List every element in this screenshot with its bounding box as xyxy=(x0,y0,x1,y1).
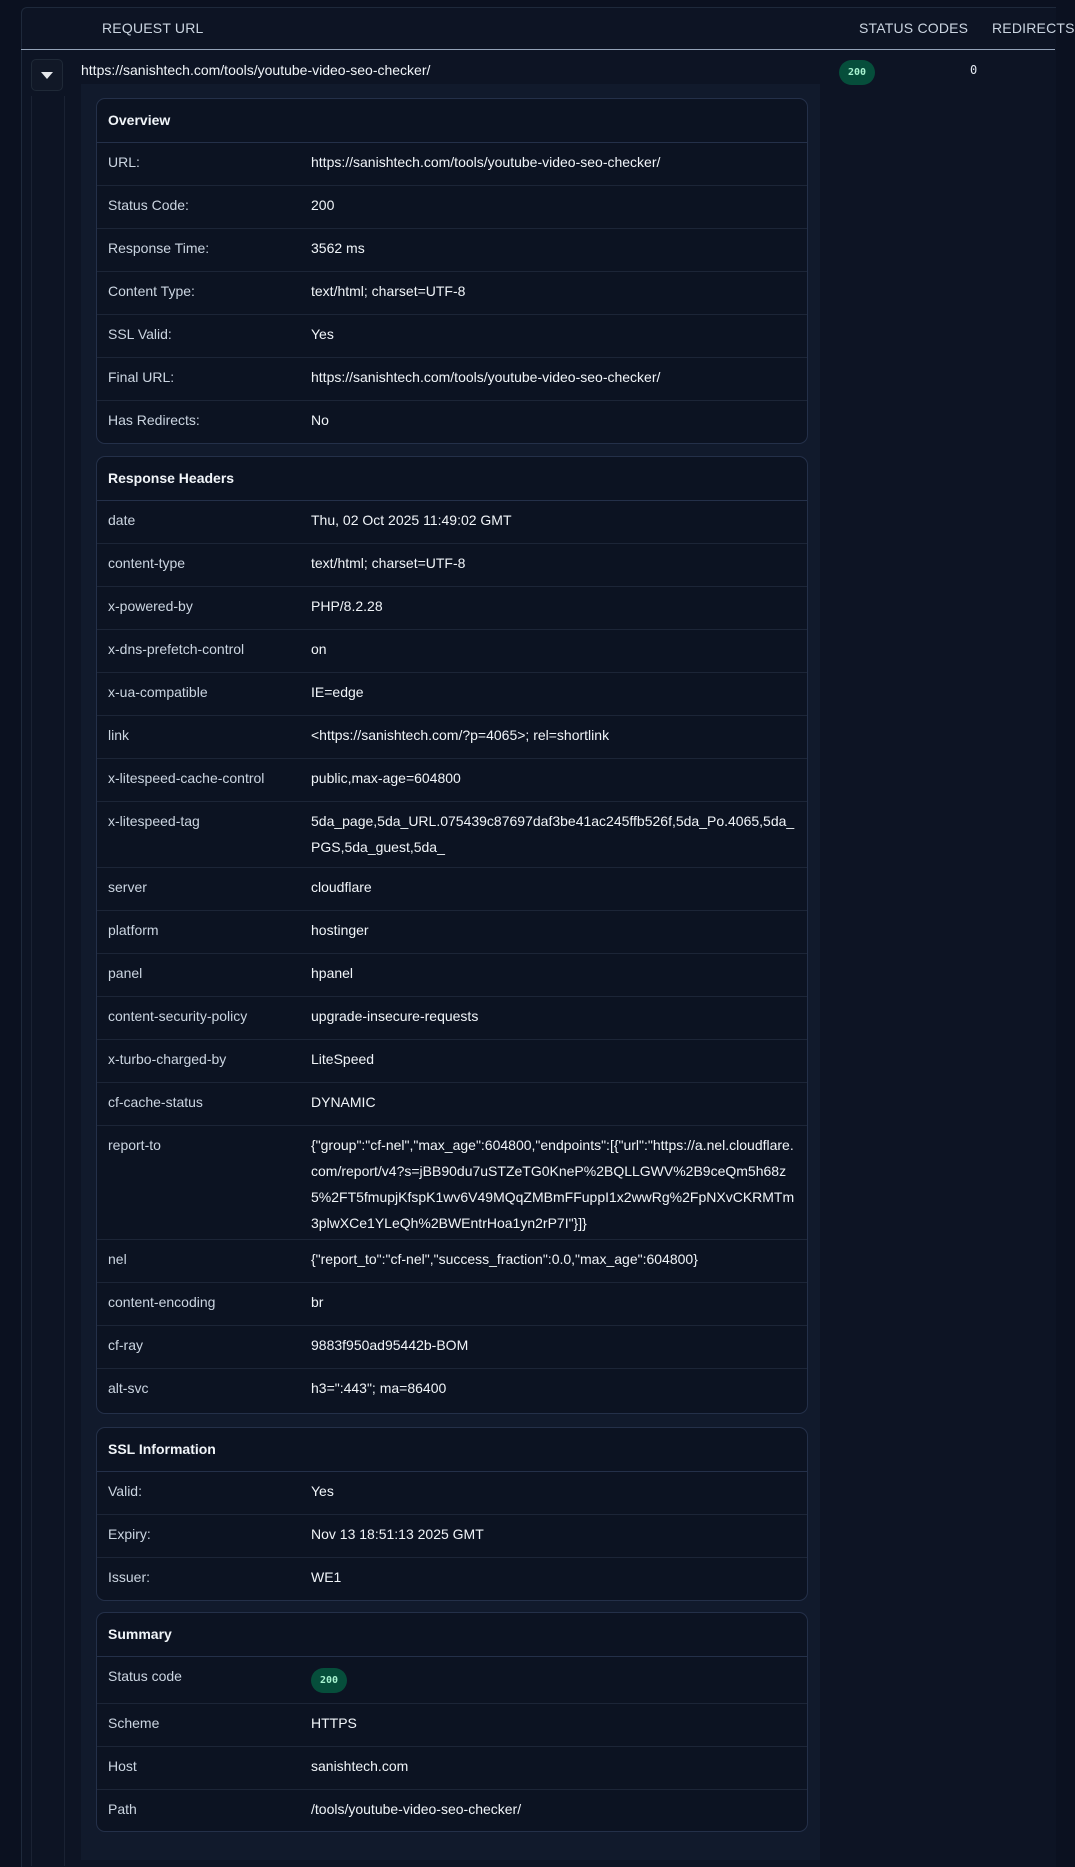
status-code-badge: 200 xyxy=(839,60,875,85)
headers-row-value: 5da_page,5da_URL.075439c87697daf3be41ac245ffb526f,5da_Po.4065,5da_PGS,5da_guest,5da_ xyxy=(311,813,795,855)
overview-card xyxy=(96,98,808,444)
headers-row-key: content-type xyxy=(108,555,186,571)
overview-row-key: Has Redirects: xyxy=(108,412,200,428)
summary-row xyxy=(97,1704,807,1747)
overview-row-key: Final URL: xyxy=(108,369,175,385)
headers-row xyxy=(97,802,807,868)
headers-row xyxy=(97,1126,807,1240)
ssl-row xyxy=(97,1558,807,1601)
headers-row-key: x-ua-compatible xyxy=(108,684,208,700)
headers-row-value: br xyxy=(311,1294,324,1310)
row-status-badge xyxy=(839,60,875,85)
headers-row xyxy=(97,1083,807,1126)
headers-row-key: x-turbo-charged-by xyxy=(108,1051,227,1067)
headers-row-key: cf-cache-status xyxy=(108,1094,203,1110)
ssl-row-key: Issuer: xyxy=(108,1569,151,1585)
headers-row-value: public,max-age=604800 xyxy=(311,770,461,786)
toggle-column xyxy=(31,96,65,1866)
ssl-info-card xyxy=(96,1427,808,1601)
overview-row xyxy=(97,186,807,229)
ssl-row-value: Nov 13 18:51:13 2025 GMT xyxy=(311,1526,484,1542)
headers-row-value: DYNAMIC xyxy=(311,1094,376,1110)
summary-row-key: Scheme xyxy=(108,1715,160,1731)
summary-row-key: Host xyxy=(108,1758,137,1774)
headers-row-key: x-powered-by xyxy=(108,598,193,614)
overview-row xyxy=(97,229,807,272)
summary-row-value: sanishtech.com xyxy=(311,1758,409,1774)
headers-row-value: 9883f950ad95442b-BOM xyxy=(311,1337,469,1353)
headers-row xyxy=(97,868,807,911)
ssl-row-key: Valid: xyxy=(108,1483,142,1499)
summary-row xyxy=(97,1790,807,1833)
summary-card xyxy=(96,1612,808,1832)
overview-row-value: No xyxy=(311,412,329,428)
headers-row-value: {"report_to":"cf-nel","success_fraction":0.0,"max_age":604800} xyxy=(311,1251,698,1267)
overview-row xyxy=(97,272,807,315)
overview-row-key: SSL Valid: xyxy=(108,326,172,342)
overview-row-key: Content Type: xyxy=(108,283,195,299)
headers-row-key: link xyxy=(108,727,130,743)
headers-row-value: IE=edge xyxy=(311,684,364,700)
headers-row xyxy=(97,1040,807,1083)
headers-row xyxy=(97,759,807,802)
caret-down-icon xyxy=(41,72,53,79)
headers-row xyxy=(97,1240,807,1283)
ssl-row xyxy=(97,1515,807,1558)
summary-row-key: Path xyxy=(108,1801,137,1817)
headers-row-value: h3=":443"; ma=86400 xyxy=(311,1380,447,1396)
headers-row-value: text/html; charset=UTF-8 xyxy=(311,555,466,571)
overview-row-value: Yes xyxy=(311,326,334,342)
headers-row-key: platform xyxy=(108,922,159,938)
headers-row-key: nel xyxy=(108,1251,127,1267)
overview-row-value: https://sanishtech.com/tools/youtube-video-seo-checker/ xyxy=(311,369,661,385)
ssl-row-value: Yes xyxy=(311,1483,334,1499)
headers-row-key: alt-svc xyxy=(108,1380,149,1396)
ssl-row-key: Expiry: xyxy=(108,1526,151,1542)
overview-title: Overview xyxy=(97,99,807,143)
overview-row xyxy=(97,358,807,401)
headers-row xyxy=(97,501,807,544)
ssl-row xyxy=(97,1472,807,1515)
headers-row-key: content-encoding xyxy=(108,1294,216,1310)
overview-row xyxy=(97,315,807,358)
headers-row-key: panel xyxy=(108,965,143,981)
headers-row-key: report-to xyxy=(108,1137,161,1153)
headers-row-value: <https://sanishtech.com/?p=4065>; rel=shortlink xyxy=(311,727,610,743)
overview-row-value: 3562 ms xyxy=(311,240,365,256)
headers-row-key: x-dns-prefetch-control xyxy=(108,641,245,657)
headers-row xyxy=(97,954,807,997)
headers-row xyxy=(97,997,807,1040)
headers-row xyxy=(97,911,807,954)
overview-row xyxy=(97,401,807,444)
summary-row-value: /tools/youtube-video-seo-checker/ xyxy=(311,1801,522,1817)
headers-row-key: cf-ray xyxy=(108,1337,143,1353)
headers-row-value: upgrade-insecure-requests xyxy=(311,1008,479,1024)
overview-row-key: URL: xyxy=(108,154,140,170)
headers-row-value: hpanel xyxy=(311,965,354,981)
summary-status-badge: 200 xyxy=(311,1668,347,1693)
headers-row-key: x-litespeed-cache-control xyxy=(108,770,265,786)
response-headers-title: Response Headers xyxy=(97,457,807,501)
overview-row-key: Status Code: xyxy=(108,197,189,213)
ssl-info-title: SSL Information xyxy=(97,1428,807,1472)
headers-row-value: PHP/8.2.28 xyxy=(311,598,383,614)
headers-row xyxy=(97,587,807,630)
header-redirects: REDIRECTS xyxy=(992,20,1075,36)
headers-row xyxy=(97,544,807,587)
overview-row-key: Response Time: xyxy=(108,240,210,256)
headers-row-key: date xyxy=(108,512,136,528)
summary-row-value xyxy=(311,1654,807,1703)
overview-row xyxy=(97,143,807,186)
headers-row xyxy=(97,1369,807,1412)
headers-row-key: server xyxy=(108,879,147,895)
headers-row-value: LiteSpeed xyxy=(311,1051,375,1067)
headers-row-value: hostinger xyxy=(311,922,369,938)
headers-row-value: cloudflare xyxy=(311,879,372,895)
response-headers-card xyxy=(96,456,808,1414)
row-request-url: https://sanishtech.com/tools/youtube-video-seo-checker/ xyxy=(81,62,431,78)
header-request-url: REQUEST URL xyxy=(102,20,204,36)
summary-title: Summary xyxy=(97,1613,807,1657)
ssl-row-value: WE1 xyxy=(311,1569,342,1585)
overview-row-value: https://sanishtech.com/tools/youtube-video-seo-checker/ xyxy=(311,154,661,170)
overview-row-value: 200 xyxy=(311,197,335,213)
headers-row xyxy=(97,1326,807,1369)
headers-row-value: Thu, 02 Oct 2025 11:49:02 GMT xyxy=(311,512,512,528)
row-redirect-count: 0 xyxy=(970,63,978,77)
headers-row-key: x-litespeed-tag xyxy=(108,813,200,829)
summary-row-value: HTTPS xyxy=(311,1715,357,1731)
headers-row-value: {"group":"cf-nel","max_age":604800,"endpoints":[{"url":"https://a.nel.cloudflare.com/report/v4?s=jBB90du7uSTZeTG0KneP%2BQLLGWV%2B9ceQm5h68z5%2FT5fmupjKfspK1wv6V49MQqZMBmFFuppI1x2wwRg%2FpNXvCKRMTm3plwXCe1YLeQh%2BWEntrHoa1yn2rP7I"}]} xyxy=(311,1137,795,1231)
header-status-codes: STATUS CODES xyxy=(859,20,969,36)
headers-row xyxy=(97,716,807,759)
overview-row-value: text/html; charset=UTF-8 xyxy=(311,283,466,299)
headers-row xyxy=(97,673,807,716)
summary-row xyxy=(97,1747,807,1790)
expand-toggle-button[interactable] xyxy=(31,59,63,91)
headers-row-value: on xyxy=(311,641,327,657)
headers-row xyxy=(97,1283,807,1326)
summary-row-key: Status code xyxy=(108,1668,182,1684)
headers-row xyxy=(97,630,807,673)
headers-row-key: content-security-policy xyxy=(108,1008,248,1024)
table-header xyxy=(21,7,1075,50)
summary-row xyxy=(97,1657,807,1704)
